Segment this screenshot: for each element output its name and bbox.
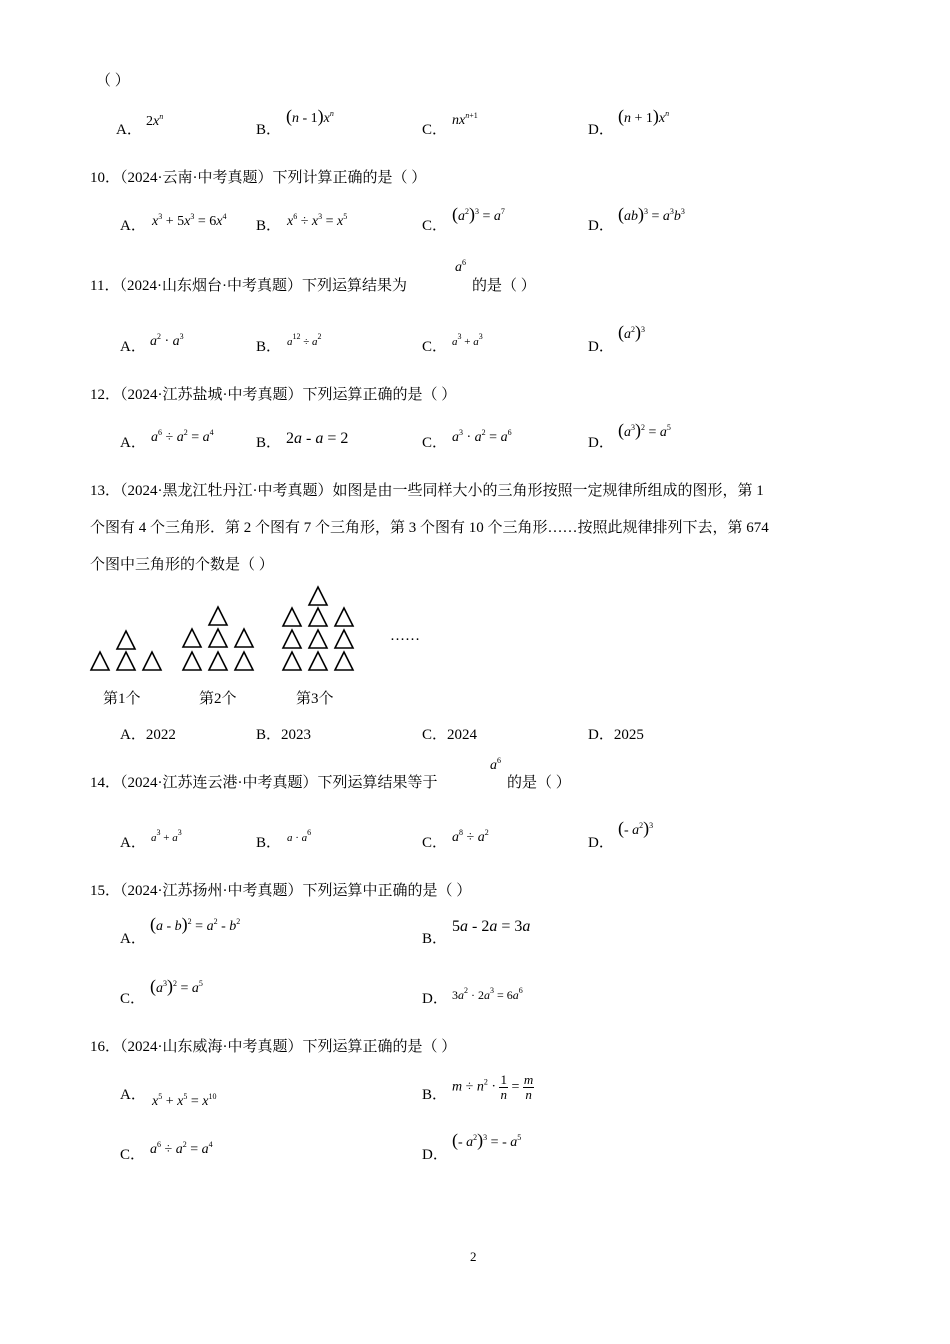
q13-option-a: A．2022	[120, 727, 176, 743]
triangle	[209, 652, 227, 670]
q10-option-b-math: $x^6 \div x^3 = x^5$	[287, 212, 348, 229]
q11-option-b-label: B．	[256, 339, 282, 355]
q12-option-a-math: $a^6 \div a^2 = a^4$	[151, 428, 214, 445]
q13-stem-line1: 13．（2024·黑龙江牡丹江·中考真题）如图是由一些同样大小的三角形按照一定规律所组成的图形，第 1	[90, 483, 764, 499]
triangle	[283, 608, 301, 626]
q11-option-b-math: $a^{12} \div a^2$	[287, 332, 322, 348]
q13-figure-caption-3: 第3个	[296, 691, 334, 707]
triangle	[283, 652, 301, 670]
q14-stem-tail: 的是（ ）	[507, 775, 571, 791]
q12-option-d-math: $(a^3)^2 = a^5$	[618, 420, 671, 440]
q14-option-a-math: $a^3 + a^3$	[151, 828, 182, 844]
q15-stem: 15．（2024·江苏扬州·中考真题）下列运算中正确的是（ ）	[90, 883, 472, 899]
q11-option-a-label: A．	[120, 339, 146, 355]
q14-option-d-math: (- $a^2)^3$	[618, 818, 654, 838]
q11-option-d-math: $(a^2)^3$	[618, 322, 645, 342]
triangle	[335, 630, 353, 648]
q10-stem: 10．（2024·云南·中考真题）下列计算正确的是（ ）	[90, 170, 427, 186]
q11-option-c-label: C．	[422, 339, 448, 355]
triangle	[209, 607, 227, 625]
q10-option-c-math: $(a^2)^3 = a^7$	[452, 204, 505, 224]
q14-stem: 14．（2024·江苏连云港·中考真题）下列运算结果等于	[90, 775, 438, 791]
q13-stem-line2: 个图有 4 个三角形．第 2 个图有 7 个三角形，第 3 个图有 10 个三角形……按照此规律排列下去，第 674	[90, 520, 769, 536]
q15-option-a-label: A．	[120, 931, 146, 947]
q16-option-b-math: $m \div n^2$ · $\frac{1}{n}$ = $\frac{m}{n}$	[452, 1072, 534, 1102]
q10-option-c-label: C．	[422, 218, 448, 234]
q13-stem-line3: 个图中三角形的个数是（ ）	[90, 557, 274, 573]
triangle	[117, 652, 135, 670]
q9-option-b-math: $(n - 1)x^n$	[286, 106, 334, 126]
triangle	[235, 629, 253, 647]
q14-option-b-math: $a \cdot a^6$	[287, 828, 312, 844]
q15-option-c-label: C．	[120, 991, 146, 1007]
q15-option-d-label: D．	[422, 991, 448, 1007]
q15-option-b-math: 5a - 2a = 3a	[452, 918, 531, 935]
q11-stem-math: $a^6$	[455, 258, 466, 275]
q10-option-a-label: A．	[120, 218, 146, 234]
q10-option-b-label: B．	[256, 218, 282, 234]
q12-option-c-math: $a^3 \cdot a^2 = a^6$	[452, 428, 512, 445]
q15-option-a-math: $(a - b)^2 = a^2 - b^2$	[150, 914, 241, 934]
triangle	[117, 631, 135, 649]
q9-stem-tail: （ ）	[96, 73, 130, 89]
q13-option-d: D．2025	[588, 727, 644, 743]
q9-option-a-label: A．	[116, 122, 142, 138]
triangle	[283, 630, 301, 648]
q12-stem: 12．（2024·江苏盐城·中考真题）下列运算正确的是（ ）	[90, 387, 457, 403]
q16-option-b-label: B．	[422, 1087, 448, 1103]
q12-option-a-label: A．	[120, 435, 146, 451]
q10-option-d-label: D．	[588, 218, 614, 234]
q9-option-d-label: D．	[588, 122, 614, 138]
q13-figure-caption-1: 第1个	[103, 691, 141, 707]
q10-option-d-math: $(ab)^3 = a^3b^3$	[618, 204, 685, 224]
triangle	[309, 630, 327, 648]
q14-stem-math: $a^6$	[490, 756, 501, 773]
q12-option-d-label: D．	[588, 435, 614, 451]
q9-option-b-label: B．	[256, 122, 282, 138]
q13-figure-ellipsis: ……	[390, 628, 420, 644]
q11-option-d-label: D．	[588, 339, 614, 355]
triangle	[309, 652, 327, 670]
q16-option-c-label: C．	[120, 1147, 146, 1163]
triangle	[183, 629, 201, 647]
triangle	[235, 652, 253, 670]
triangle	[309, 587, 327, 605]
q15-option-c-math: $(a^3)^2 = a^5$	[150, 976, 203, 996]
q12-option-c-label: C．	[422, 435, 448, 451]
triangle	[309, 608, 327, 626]
q11-option-c-math: $a^3 + a^3$	[452, 332, 483, 348]
q14-option-d-label: D．	[588, 835, 614, 851]
q10-option-a-math: $x^3 + 5x^3 = 6x^4$	[152, 212, 227, 229]
q9-option-a-math: $2x^n$	[146, 112, 164, 129]
triangle	[183, 652, 201, 670]
q9-option-c-label: C．	[422, 122, 448, 138]
q9-option-d-math: $(n + 1)x^n$	[618, 106, 670, 126]
q15-option-b-label: B．	[422, 931, 448, 947]
q13-option-c: C．2024	[422, 727, 478, 743]
triangle	[143, 652, 161, 670]
q13-option-b: B．2023	[256, 727, 312, 743]
q14-option-c-math: $a^8 \div a^2$	[452, 828, 489, 845]
triangle	[209, 629, 227, 647]
q16-option-d-label: D．	[422, 1147, 448, 1163]
q15-option-d-math: $3a^2 \cdot 2a^3 = 6a^6$	[452, 986, 523, 1002]
q11-option-a-math: $a^2 \cdot a^3$	[150, 332, 184, 349]
q11-stem: 11．（2024·山东烟台·中考真题）下列运算结果为	[90, 278, 407, 294]
q14-option-a-label: A．	[120, 835, 146, 851]
triangle	[91, 652, 109, 670]
q14-option-c-label: C．	[422, 835, 448, 851]
q9-option-c-math: $nx^{n+1}$	[452, 111, 478, 128]
q16-option-a-label: A．	[120, 1087, 146, 1103]
q16-option-c-math: $a^6 \div a^2 = a^4$	[150, 1140, 213, 1157]
q16-option-a-math: $x^5 + x^5 = x^{10}$	[152, 1092, 217, 1109]
q11-stem-tail: 的是（ ）	[472, 278, 536, 294]
q12-option-b-label: B．	[256, 435, 282, 451]
page-number: 2	[470, 1249, 477, 1264]
q12-option-b-math: 2a - a = 2	[286, 430, 349, 447]
triangle	[335, 652, 353, 670]
triangle	[335, 608, 353, 626]
q13-figure-caption-2: 第2个	[199, 691, 237, 707]
q14-option-b-label: B．	[256, 835, 282, 851]
q16-stem: 16．（2024·山东威海·中考真题）下列运算正确的是（ ）	[90, 1039, 457, 1055]
q16-option-d-math: (- $a^2)^3$ = - $a^5$	[452, 1130, 522, 1150]
